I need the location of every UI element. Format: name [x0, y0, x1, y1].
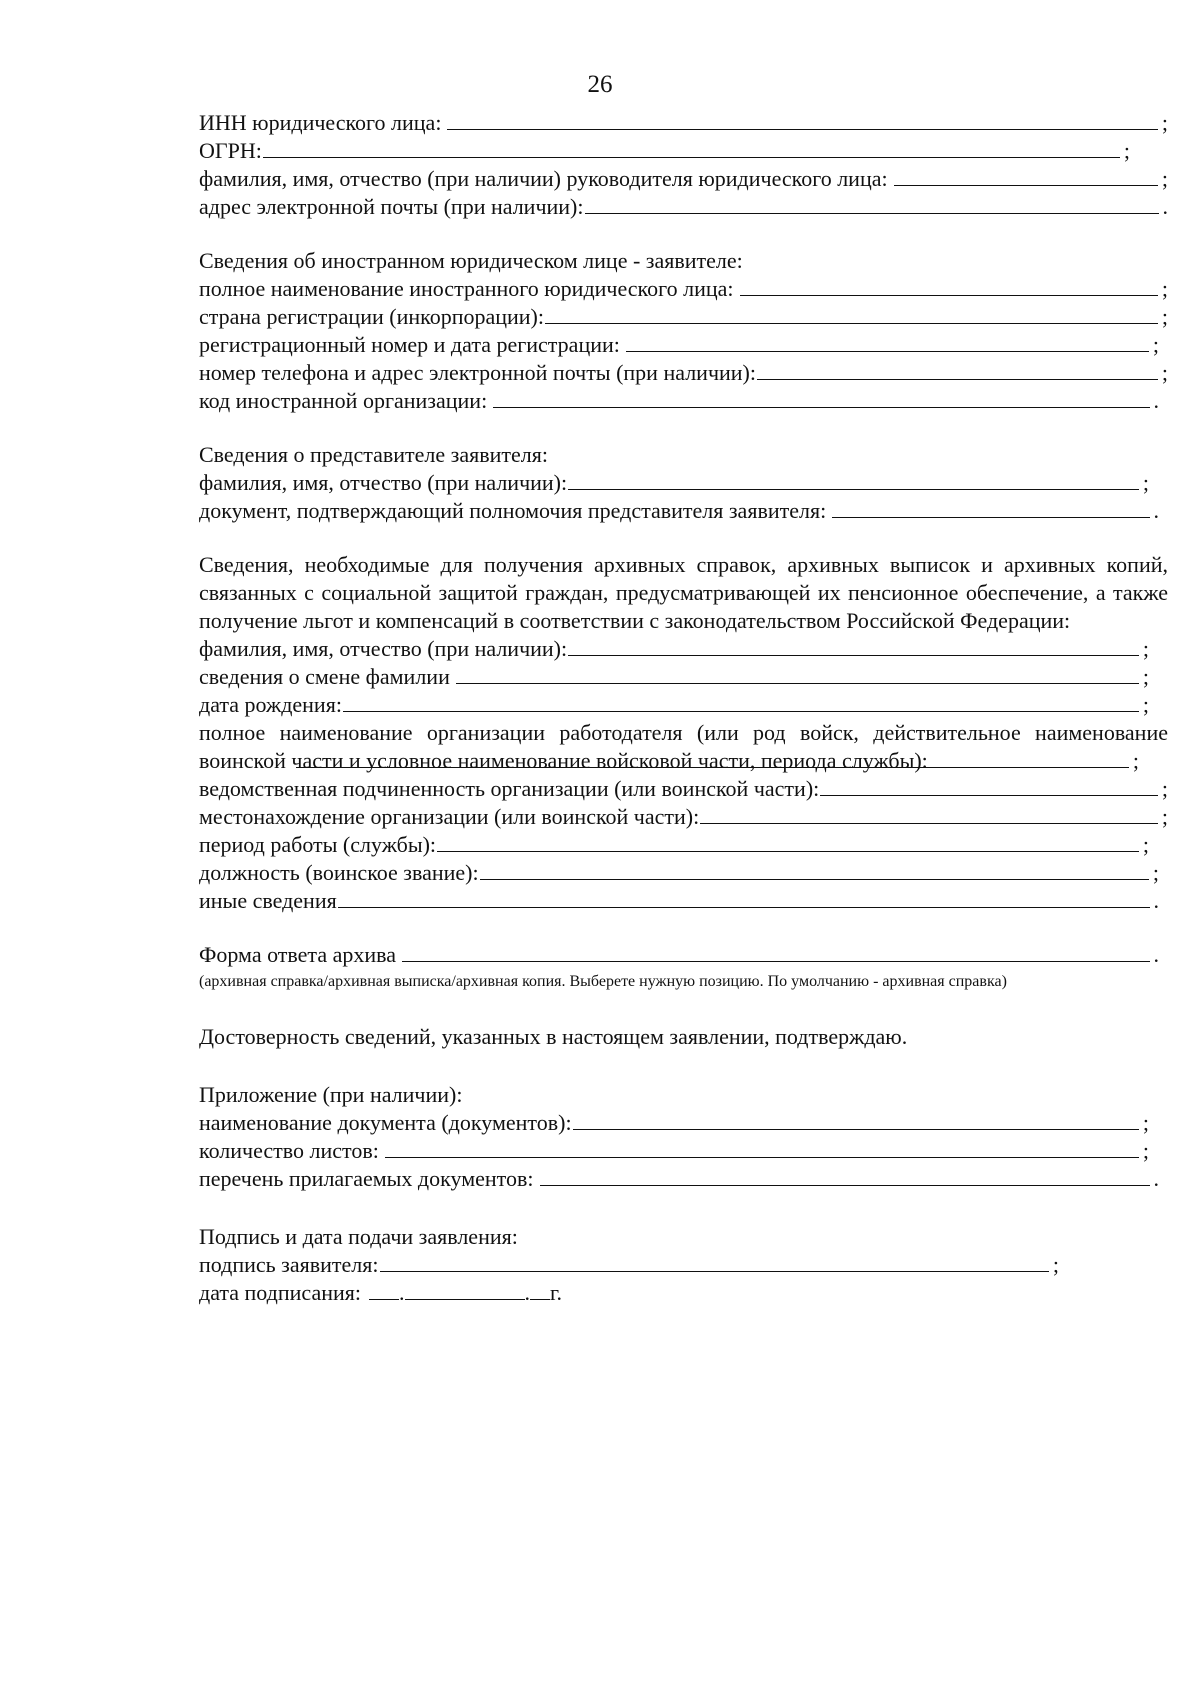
inn-field[interactable]	[447, 109, 1157, 130]
representative-heading: Сведения о представителе заявителя:	[199, 442, 548, 467]
period: .	[1153, 888, 1159, 913]
day-field[interactable]	[369, 1279, 399, 1300]
location-row	[199, 803, 1168, 831]
archive-name-field[interactable]	[568, 635, 1139, 656]
email-field[interactable]	[585, 193, 1159, 214]
foreign-entity-heading: Сведения об иностранном юридическом лице - заявителе:	[199, 248, 743, 273]
other-info-row	[199, 887, 1159, 915]
semicolon: ;	[1161, 804, 1168, 829]
ogrn-field[interactable]	[263, 137, 1120, 158]
signing-date-row	[199, 1279, 1168, 1307]
email-label: адрес электронной почты (при наличии):	[199, 194, 584, 219]
org-code-field[interactable]	[493, 387, 1149, 408]
location-label: местонахождение организации (или воинской части):	[199, 804, 700, 829]
birth-date-field[interactable]	[343, 691, 1139, 712]
position-label: должность (воинское звание):	[199, 860, 479, 885]
other-info-label: иные сведения	[199, 888, 337, 913]
period: .	[1153, 1166, 1159, 1191]
semicolon: ;	[1142, 832, 1149, 857]
semicolon: ;	[1052, 1252, 1059, 1277]
foreign-name-field[interactable]	[740, 275, 1158, 296]
position-row	[199, 859, 1159, 887]
doc-list-label: перечень прилагаемых документов:	[199, 1166, 534, 1191]
email-row	[199, 193, 1168, 221]
employer-field[interactable]	[296, 747, 1129, 768]
ogrn-label: ОГРН:	[199, 138, 262, 163]
birth-date-label: дата рождения:	[199, 692, 342, 717]
other-info-field[interactable]	[338, 887, 1150, 908]
phone-email-field[interactable]	[757, 359, 1158, 380]
foreign-name-label: полное наименование иностранного юридического лица:	[199, 276, 734, 301]
country-label: страна регистрации (инкорпорации):	[199, 304, 544, 329]
response-form-row	[199, 941, 1159, 969]
inn-label: ИНН юридического лица:	[199, 110, 442, 135]
work-period-field[interactable]	[437, 831, 1139, 852]
archive-name-row	[199, 635, 1149, 663]
sheets-field[interactable]	[385, 1137, 1139, 1158]
attachment-heading: Приложение (при наличии):	[199, 1082, 463, 1107]
doc-name-field[interactable]	[573, 1109, 1139, 1130]
signature-heading: Подпись и дата подачи заявления:	[199, 1224, 518, 1249]
head-name-field[interactable]	[894, 165, 1158, 186]
signing-date-label: дата подписания:	[199, 1280, 361, 1305]
semicolon: ;	[1142, 692, 1149, 717]
sheets-label: количество листов:	[199, 1138, 379, 1163]
position-field[interactable]	[480, 859, 1149, 880]
work-period-label: период работы (службы):	[199, 832, 437, 857]
year-suffix: г.	[550, 1280, 563, 1305]
surname-change-field[interactable]	[456, 663, 1139, 684]
period: .	[1153, 388, 1159, 413]
phone-email-row	[199, 359, 1168, 387]
signature-row	[199, 1251, 1059, 1279]
foreign-name-row	[199, 275, 1168, 303]
doc-name-label: наименование документа (документов):	[199, 1110, 572, 1135]
year-field[interactable]	[530, 1279, 550, 1300]
confirmation-statement: Достоверность сведений, указанных в настоящем заявлении, подтверждаю.	[199, 1024, 908, 1049]
employer-label: полное наименование организации работодателя (или род войск, действительное наименование воинской части и условное наименование войсковой части, периода службы):	[199, 720, 1168, 773]
doc-list-field[interactable]	[540, 1165, 1150, 1186]
subordination-row	[199, 775, 1168, 803]
phone-email-label: номер телефона и адрес электронной почты (при наличии):	[199, 360, 756, 385]
reg-number-label: регистрационный номер и дата регистрации:	[199, 332, 620, 357]
head-name-row	[199, 165, 1168, 193]
work-period-row	[199, 831, 1149, 859]
semicolon: ;	[1152, 332, 1159, 357]
semicolon: ;	[1132, 748, 1139, 773]
org-code-row	[199, 387, 1159, 415]
authority-doc-field[interactable]	[832, 497, 1149, 518]
semicolon: ;	[1142, 636, 1149, 661]
surname-change-label: сведения о смене фамилии	[199, 664, 450, 689]
period: .	[1153, 942, 1159, 967]
semicolon: ;	[1123, 138, 1130, 163]
org-code-label: код иностранной организации:	[199, 388, 488, 413]
semicolon: ;	[1142, 1110, 1149, 1135]
rep-name-label: фамилия, имя, отчество (при наличии):	[199, 470, 568, 495]
head-name-label: фамилия, имя, отчество (при наличии) руководителя юридического лица:	[199, 166, 888, 191]
country-row	[199, 303, 1168, 331]
period: .	[1153, 498, 1159, 523]
signature-label: подпись заявителя:	[199, 1252, 379, 1277]
archive-info-paragraph: Сведения, необходимые для получения архивных справок, архивных выписок и архивных копий, связанных с социальной защитой граждан, предусматривающей их пенсионное обеспечение, а также получение льгот и компенсаций в соответствии с законодательством Российской Федерации:	[199, 552, 1168, 633]
doc-name-row	[199, 1109, 1149, 1137]
month-field[interactable]	[405, 1279, 525, 1300]
authority-doc-label: документ, подтверждающий полномочия представителя заявителя:	[199, 498, 827, 523]
ogrn-row	[199, 137, 1130, 165]
semicolon: ;	[1142, 470, 1149, 495]
date-separator: .	[524, 1280, 530, 1305]
semicolon: ;	[1152, 860, 1159, 885]
semicolon: ;	[1161, 166, 1168, 191]
response-form-field[interactable]	[402, 941, 1150, 962]
reg-number-field[interactable]	[626, 331, 1149, 352]
semicolon: ;	[1142, 664, 1149, 689]
date-separator: .	[399, 1280, 405, 1305]
semicolon: ;	[1161, 110, 1168, 135]
response-form-note: (архивная справка/архивная выписка/архивная копия. Выберете нужную позицию. По умолчанию - архивная справка)	[199, 973, 1007, 990]
rep-name-field[interactable]	[568, 469, 1139, 490]
signature-field[interactable]	[380, 1251, 1049, 1272]
response-form-label: Форма ответа архива	[199, 942, 396, 967]
surname-change-row	[199, 663, 1149, 691]
page-number: 26	[587, 71, 613, 98]
rep-name-row	[199, 469, 1149, 497]
authority-doc-row	[199, 497, 1159, 525]
sheets-row	[199, 1137, 1149, 1165]
archive-name-label: фамилия, имя, отчество (при наличии):	[199, 636, 568, 661]
country-field[interactable]	[545, 303, 1158, 324]
inn-row	[199, 109, 1168, 137]
semicolon: ;	[1161, 276, 1168, 301]
application-form	[199, 109, 1168, 1307]
semicolon: ;	[1161, 776, 1168, 801]
location-field[interactable]	[700, 803, 1158, 824]
period: .	[1162, 194, 1168, 219]
semicolon: ;	[1161, 304, 1168, 329]
semicolon: ;	[1161, 360, 1168, 385]
birth-date-row	[199, 691, 1149, 719]
subordination-field[interactable]	[820, 775, 1158, 796]
reg-number-row	[199, 331, 1159, 359]
semicolon: ;	[1142, 1138, 1149, 1163]
doc-list-row	[199, 1165, 1159, 1193]
subordination-label: ведомственная подчиненность организации (или воинской части):	[199, 776, 820, 801]
